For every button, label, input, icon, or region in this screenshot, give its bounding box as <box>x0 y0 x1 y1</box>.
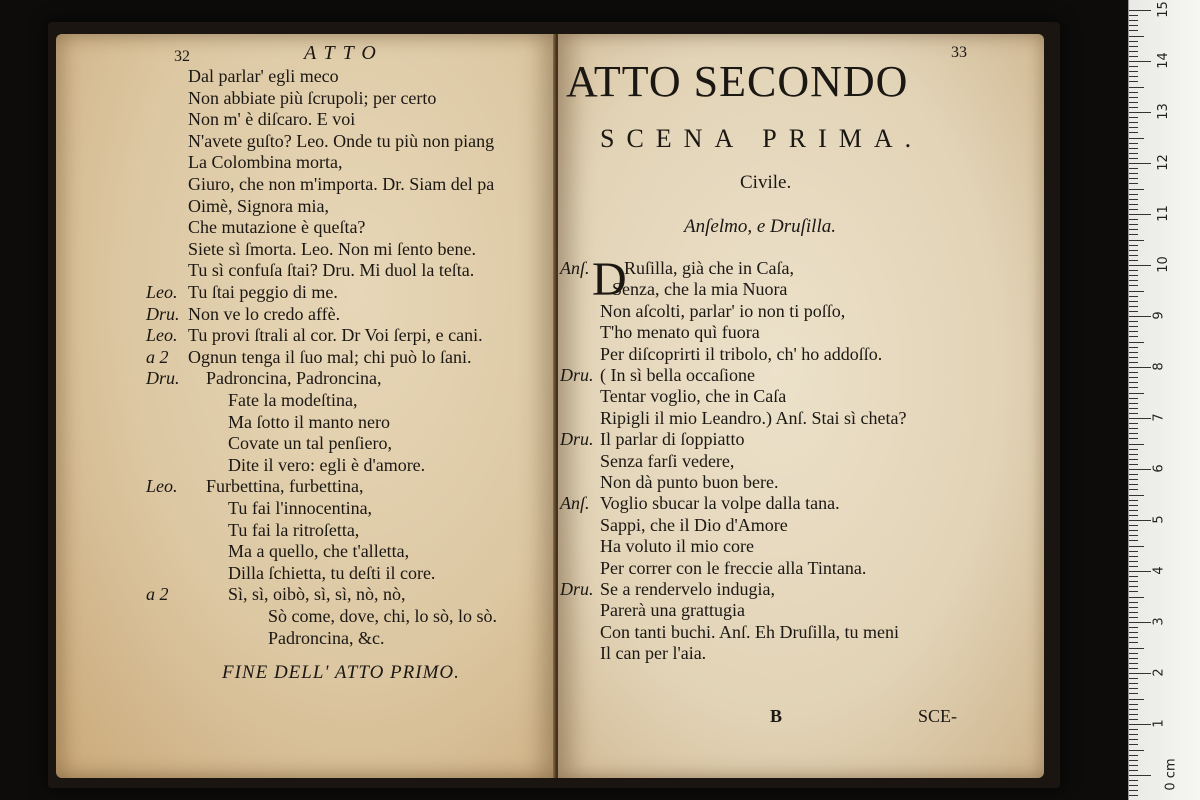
ruler-tick <box>1129 194 1138 195</box>
ruler-tick <box>1129 449 1138 450</box>
scene-setting: Civile. <box>740 172 792 193</box>
ruler-tick <box>1129 479 1138 480</box>
ruler-tick <box>1129 515 1138 516</box>
ruler-tick <box>1129 413 1138 414</box>
ruler-label: 14 <box>1155 52 1171 69</box>
verse-line: Che mutazione è queſta? <box>188 217 366 238</box>
ruler-tick <box>1129 795 1138 796</box>
ruler-tick <box>1129 683 1138 684</box>
ruler-tick <box>1129 591 1138 592</box>
ruler-tick <box>1129 444 1144 445</box>
verse-line: T'ho menato quì fuora <box>600 322 760 343</box>
ruler-tick <box>1129 612 1138 613</box>
ruler-tick <box>1129 648 1144 649</box>
verse-line: Dite il vero: egli è d'amore. <box>228 454 426 475</box>
ruler-tick <box>1129 775 1151 776</box>
ruler-tick <box>1129 46 1138 47</box>
ruler-tick <box>1129 642 1138 643</box>
speaker-label: Dru. <box>146 368 180 389</box>
ruler-tick <box>1129 418 1151 419</box>
ruler-tick <box>1129 714 1138 715</box>
speaker-label: Dru. <box>560 429 594 450</box>
ruler-tick <box>1129 423 1138 424</box>
ruler-label: 6 <box>1151 464 1167 473</box>
ruler-tick <box>1129 122 1138 123</box>
ruler-tick <box>1129 540 1138 541</box>
ruler-tick <box>1129 739 1138 740</box>
speaker-label: Dru. <box>146 303 180 324</box>
ruler-tick <box>1129 234 1138 235</box>
ruler-tick <box>1129 306 1138 307</box>
ruler-tick <box>1129 127 1138 128</box>
ruler-tick <box>1129 15 1138 16</box>
verse-line: N'avete guſto? Leo. Onde tu più non piang <box>188 130 495 151</box>
ruler-tick <box>1129 622 1151 623</box>
verse-line: Dal parlar' egli meco <box>188 66 339 86</box>
ruler-tick <box>1129 265 1151 266</box>
ruler-tick <box>1129 214 1151 215</box>
ruler-tick <box>1129 530 1138 531</box>
ruler-tick <box>1129 362 1138 363</box>
running-head: ATTO <box>304 42 384 64</box>
ruler-tick <box>1129 336 1138 337</box>
speaker-label: Leo. <box>146 476 178 497</box>
ruler-tick <box>1129 367 1151 368</box>
speaker-label: Dru. <box>560 365 594 385</box>
ruler-tick <box>1129 331 1138 332</box>
ruler-label: 8 <box>1151 362 1167 371</box>
ruler-tick <box>1129 790 1138 791</box>
scene-characters: Anſelmo, e Druſilla. <box>684 216 836 237</box>
ruler-tick <box>1129 311 1138 312</box>
ruler-tick <box>1129 520 1151 521</box>
ruler-tick <box>1129 51 1138 52</box>
ruler-tick <box>1129 372 1138 373</box>
verse-line: Ognun tenga il ſuo mal; chi può lo ſani. <box>188 346 472 367</box>
ruler-tick <box>1129 780 1138 781</box>
left-page <box>56 34 556 778</box>
ruler-tick <box>1129 586 1138 587</box>
ruler-tick <box>1129 291 1144 292</box>
ruler-tick <box>1129 637 1138 638</box>
ruler-tick <box>1129 352 1138 353</box>
ruler-tick <box>1129 571 1151 572</box>
speaker-label: Dru. <box>560 579 594 599</box>
ruler-label: 11 <box>1155 205 1171 222</box>
ruler-tick <box>1129 525 1138 526</box>
ruler-tick <box>1129 219 1138 220</box>
right-page <box>558 34 1044 778</box>
verse-line: Tu sì confuſa ſtai? Dru. Mi duol la teſta. <box>188 260 475 281</box>
speaker-label: Anſ. <box>560 258 590 278</box>
ruler-tick <box>1129 755 1138 756</box>
verse-line: Ma a quello, che t'alletta, <box>228 541 410 562</box>
ruler-tick <box>1129 178 1138 179</box>
ruler-tick <box>1129 719 1138 720</box>
ruler-tick <box>1129 301 1138 302</box>
ruler-tick <box>1129 459 1138 460</box>
ruler-label: 10 <box>1155 256 1171 273</box>
ruler-tick <box>1129 255 1138 256</box>
verse-line: Parerà una grattugia <box>600 600 745 621</box>
verse-line: Sì, sì, oibò, sì, sì, nò, nò, <box>228 584 406 605</box>
ruler-tick <box>1129 744 1138 745</box>
ruler-tick <box>1129 693 1138 694</box>
ruler-tick <box>1129 285 1138 286</box>
ruler-tick <box>1129 10 1151 11</box>
verse-line: Ha voluto il mio core <box>600 536 754 557</box>
ruler-tick <box>1129 41 1138 42</box>
ruler-tick <box>1129 173 1138 174</box>
ruler-label: 2 <box>1151 668 1167 677</box>
ruler-tick <box>1129 770 1138 771</box>
ruler-tick <box>1129 163 1151 164</box>
ruler-tick <box>1129 393 1144 394</box>
verse-line: Siete sì ſmorta. Leo. Non mi ſento bene. <box>188 238 476 259</box>
ruler-tick <box>1129 102 1138 103</box>
ruler-label: 15 <box>1155 1 1171 18</box>
ruler-tick <box>1129 403 1138 404</box>
ruler-tick <box>1129 377 1138 378</box>
ruler-tick <box>1129 729 1138 730</box>
ruler-tick <box>1129 81 1138 82</box>
verse-line: Giuro, che non m'importa. Dr. Siam del pa <box>188 174 495 194</box>
ruler-tick <box>1129 204 1138 205</box>
ruler-tick <box>1129 454 1138 455</box>
ruler-tick <box>1129 189 1144 190</box>
ruler-tick <box>1129 760 1138 761</box>
ruler-tick <box>1129 158 1138 159</box>
ruler-tick <box>1129 342 1144 343</box>
ruler-tick <box>1129 132 1138 133</box>
ruler-tick <box>1129 97 1138 98</box>
ruler-tick <box>1129 76 1138 77</box>
verse-line: Il can per l'aia. <box>600 643 707 664</box>
ruler-tick <box>1129 153 1138 154</box>
speaker-label: Leo. <box>146 282 178 302</box>
catchword: SCE- <box>918 706 958 726</box>
verse-line: Ruſilla, già che in Caſa, <box>624 258 794 278</box>
verse-line: Non dà punto buon bere. <box>600 472 779 492</box>
ruler-tick <box>1129 658 1138 659</box>
act-end-footer: FINE DELL' ATTO PRIMO. <box>222 662 460 683</box>
ruler-tick <box>1129 546 1144 547</box>
ruler-tick <box>1129 92 1138 93</box>
verse-line: Non m' è diſcaro. E voi <box>188 109 356 130</box>
ruler-label: 9 <box>1151 311 1167 320</box>
ruler-tick <box>1129 240 1144 241</box>
verse-line: Padroncina, Padroncina, <box>206 368 382 389</box>
ruler-tick <box>1129 561 1138 562</box>
ruler-tick <box>1129 724 1151 725</box>
left-page-number: 32 <box>174 48 190 65</box>
ruler-tick <box>1129 250 1138 251</box>
ruler-tick <box>1129 138 1144 139</box>
ruler-tick <box>1129 489 1138 490</box>
ruler-tick <box>1129 617 1138 618</box>
ruler-tick <box>1129 428 1138 429</box>
ruler-tick <box>1129 632 1138 633</box>
ruler-tick <box>1129 387 1138 388</box>
verse-line: Fate la modeſtina, <box>228 390 358 410</box>
verse-line: ( In sì bella occaſione <box>600 365 755 385</box>
ruler-tick <box>1129 438 1138 439</box>
ruler-tick <box>1129 36 1144 37</box>
ruler-tick <box>1129 510 1138 511</box>
ruler-tick <box>1129 398 1138 399</box>
verse-line: Non aſcolti, parlar' io non ti poſſo, <box>600 300 846 321</box>
verse-line: Voglio sbucar la volpe dalla tana. <box>600 493 840 514</box>
verse-line: Sappi, che il Dio d'Amore <box>600 514 788 535</box>
ruler-tick <box>1129 270 1138 271</box>
ruler-label: 13 <box>1155 103 1171 120</box>
speaker-label: Anſ. <box>560 493 590 514</box>
ruler-tick <box>1129 347 1138 348</box>
verse-line: Oimè, Signora mia, <box>188 195 329 216</box>
verse-line: Padroncina, &c. <box>268 627 385 648</box>
ruler-tick <box>1129 30 1138 31</box>
verse-line: Non abbiate più ſcrupoli; per certo <box>188 87 437 108</box>
speaker-label: Leo. <box>146 325 178 346</box>
ruler-tick <box>1129 668 1138 669</box>
ruler-label: 4 <box>1151 566 1167 575</box>
ruler-tick <box>1129 296 1138 297</box>
ruler-label: 7 <box>1151 413 1167 422</box>
ruler-tick <box>1129 484 1138 485</box>
ruler-tick <box>1129 785 1138 786</box>
ruler-label: 5 <box>1151 515 1167 524</box>
ruler-tick <box>1129 168 1138 169</box>
ruler-tick <box>1129 607 1138 608</box>
ruler-tick <box>1129 260 1138 261</box>
verse-line: Sò come, dove, chi, lo sò, lo sò. <box>268 606 497 626</box>
ruler-tick <box>1129 734 1138 735</box>
ruler-tick <box>1129 357 1138 358</box>
ruler-tick <box>1129 505 1138 506</box>
speaker-label: a 2 <box>146 346 169 367</box>
ruler-tick <box>1129 551 1138 552</box>
ruler-tick <box>1129 597 1144 598</box>
ruler-tick <box>1129 66 1138 67</box>
ruler-tick <box>1129 199 1138 200</box>
verse-line: Tu ſtai peggio di me. <box>188 282 338 302</box>
verse-line: Il parlar di ſoppiatto <box>600 429 745 450</box>
ruler-tick <box>1129 765 1138 766</box>
ruler-tick <box>1129 474 1138 475</box>
verse-line: Ma ſotto il manto nero <box>228 411 390 432</box>
ruler-tick <box>1129 576 1138 577</box>
ruler-tick <box>1129 143 1138 144</box>
ruler-tick <box>1129 678 1138 679</box>
verse-line: Non ve lo credo affè. <box>188 303 341 324</box>
verse-line: Tu fai la ritroſetta, <box>228 519 360 540</box>
ruler-tick <box>1129 87 1144 88</box>
verse-line: Senza farſi vedere, <box>600 450 735 471</box>
scene-title: SCENA PRIMA. <box>600 124 924 153</box>
ruler-tick <box>1129 382 1138 383</box>
ruler-tick <box>1129 224 1138 225</box>
verse-line: Covate un tal penſiero, <box>228 433 392 454</box>
verse-line: Con tanti buchi. Anſ. Eh Druſilla, tu meni <box>600 621 899 642</box>
ruler-tick <box>1129 275 1138 276</box>
measurement-ruler <box>1128 0 1200 800</box>
ruler-tick <box>1129 469 1151 470</box>
ruler-tick <box>1129 229 1138 230</box>
ruler-tick <box>1129 581 1138 582</box>
ruler-tick <box>1129 602 1138 603</box>
ruler-tick <box>1129 326 1138 327</box>
verse-line: Se a rendervelo indugia, <box>600 579 775 599</box>
ruler-tick <box>1129 500 1138 501</box>
ruler-tick <box>1129 107 1138 108</box>
ruler-tick <box>1129 688 1138 689</box>
speaker-label: a 2 <box>146 584 169 605</box>
ruler-label: 0 cm <box>1163 758 1179 791</box>
ruler-tick <box>1129 71 1138 72</box>
verse-line: Senza, che la mia Nuora <box>612 279 788 300</box>
ruler-tick <box>1129 653 1138 654</box>
ruler-tick <box>1129 117 1138 118</box>
ruler-tick <box>1129 750 1144 751</box>
drop-cap: D <box>592 253 627 306</box>
right-page-number: 33 <box>951 44 967 61</box>
ruler-tick <box>1129 245 1138 246</box>
ruler-tick <box>1129 20 1138 21</box>
ruler-tick <box>1129 321 1138 322</box>
verse-line: Per diſcoprirti il tribolo, ch' ho addoſſo. <box>600 343 883 364</box>
act-title: ATTO SECONDO <box>566 57 909 106</box>
ruler-label: 1 <box>1151 719 1167 728</box>
ruler-tick <box>1129 627 1138 628</box>
verse-line: Furbettina, furbettina, <box>206 476 364 497</box>
ruler-tick <box>1129 433 1138 434</box>
ruler-tick <box>1129 495 1144 496</box>
ruler-tick <box>1129 61 1151 62</box>
ruler-tick <box>1129 209 1138 210</box>
ruler-tick <box>1129 566 1138 567</box>
verse-line: Tentar voglio, che in Caſa <box>600 386 787 407</box>
verse-line: Ripigli il mio Leandro.) Anſ. Stai sì cheta? <box>600 407 907 428</box>
ruler-tick <box>1129 183 1138 184</box>
ruler-tick <box>1129 112 1151 113</box>
verse-line: Per correr con le freccie alla Tintana. <box>600 557 867 578</box>
ruler-tick <box>1129 704 1138 705</box>
ruler-tick <box>1129 25 1138 26</box>
signature-mark: B <box>770 706 783 726</box>
ruler-label: 3 <box>1151 617 1167 626</box>
ruler-tick <box>1129 464 1138 465</box>
ruler-tick <box>1129 316 1151 317</box>
verse-line: La Colombina morta, <box>188 152 343 173</box>
verse-line: Tu provi ſtrali al cor. Dr Voi ſerpi, e cani. <box>188 325 483 346</box>
ruler-tick <box>1129 148 1138 149</box>
ruler-tick <box>1129 699 1144 700</box>
ruler-tick <box>1129 663 1138 664</box>
ruler-tick <box>1129 280 1138 281</box>
ruler-tick <box>1129 709 1138 710</box>
ruler-tick <box>1129 56 1138 57</box>
verse-line: Dilla ſchietta, tu deſti il core. <box>228 562 436 583</box>
ruler-tick <box>1129 408 1138 409</box>
ruler-tick <box>1129 556 1138 557</box>
ruler-tick <box>1129 535 1138 536</box>
ruler-label: 12 <box>1155 154 1171 171</box>
verse-line: Tu fai l'innocentina, <box>228 498 373 518</box>
ruler-tick <box>1129 673 1151 674</box>
